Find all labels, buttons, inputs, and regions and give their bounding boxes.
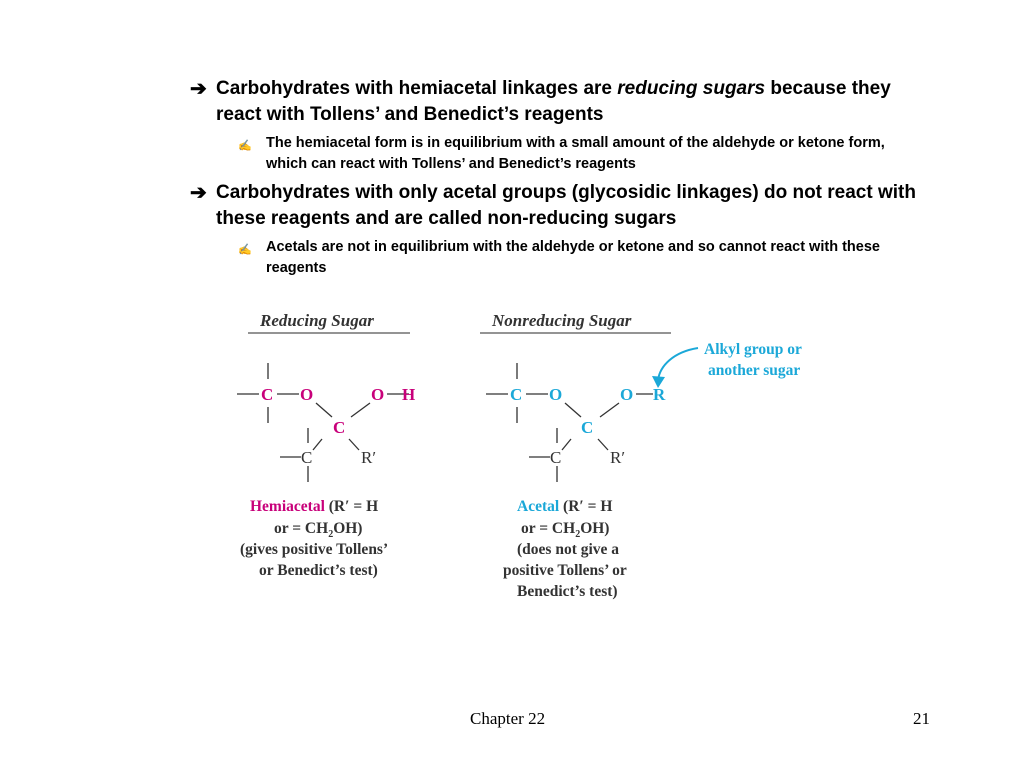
caption-subscript: 2 — [328, 529, 334, 540]
atom-o: O — [300, 385, 314, 404]
atom-c: C — [510, 385, 523, 404]
bullet-main-text — [190, 180, 930, 232]
hemiacetal-label: Hemiacetal — [250, 498, 325, 515]
reducing-bonds — [237, 363, 409, 482]
acetal-caption-line1 — [517, 498, 612, 515]
caption-text: OH) — [333, 520, 363, 537]
caption-text: (R′ = H — [324, 498, 379, 515]
atom-c: C — [261, 385, 274, 404]
annotation-line2: another sugar — [708, 362, 801, 379]
sub-bullet-text: The hemiacetal form is in equilibrium with a small amount of the aldehyde or ketone form, which can react with Tollens’ and Benedict’s reagents — [266, 135, 885, 172]
pen-bullet-icon: ✍ — [238, 244, 252, 256]
atom-o: O — [549, 385, 563, 404]
bullet-main-text — [190, 76, 930, 128]
reducing-sugar-structure — [237, 311, 415, 579]
atom-r-prime: R′ — [610, 448, 626, 467]
annotation-line1: Alkyl group or — [704, 341, 802, 358]
atom-o: O — [371, 385, 385, 404]
arrow-bullet-icon: ➔ — [190, 182, 207, 204]
sub-bullet — [238, 237, 916, 279]
hemiacetal-caption-line1 — [250, 498, 378, 515]
acetal-caption-line3: (does not give a — [517, 541, 620, 558]
nonreducing-sugar-title: Nonreducing Sugar — [492, 311, 632, 330]
caption-text: or = CH — [521, 520, 576, 537]
atom-c: C — [333, 418, 346, 437]
caption-text: or = CH — [274, 520, 329, 537]
atom-o: O — [620, 385, 634, 404]
alkyl-group-annotation — [652, 341, 802, 388]
bullet-text: Carbohydrates with only acetal groups (glycosidic linkages) do not react with these reagents and are called non-reducing sugars — [216, 182, 916, 229]
caption-text: OH) — [580, 520, 610, 537]
bullet-italic-term: reducing sugars — [617, 78, 766, 99]
sugar-structure-diagram — [228, 300, 848, 610]
arrow-bullet-icon: ➔ — [190, 78, 207, 100]
page-number: 21 — [913, 709, 930, 728]
sub-bullet — [238, 133, 916, 175]
acetal-caption-line2 — [521, 520, 609, 540]
sub-bullet-text: Acetals are not in equilibrium with the aldehyde or ketone and so cannot react with these reagents — [266, 239, 880, 276]
acetal-caption-line5: Benedict’s test) — [517, 583, 618, 600]
hemiacetal-caption-line3: (gives positive Tollens’ — [240, 541, 389, 558]
acetal-caption-line4: positive Tollens’ or — [503, 562, 627, 579]
nonreducing-sugar-structure — [480, 311, 671, 600]
atom-r: R — [653, 385, 666, 404]
bullet-non-reducing-sugars — [190, 180, 930, 279]
atom-c: C — [581, 418, 594, 437]
hemiacetal-caption-line4: or Benedict’s test) — [259, 562, 378, 579]
acetal-label: Acetal — [517, 498, 560, 515]
atom-h: H — [402, 385, 416, 404]
hemiacetal-caption-line2 — [274, 520, 362, 540]
atom-r-prime: R′ — [361, 448, 377, 467]
atom-c: C — [550, 448, 562, 467]
footer-chapter: Chapter 22 — [470, 709, 546, 728]
pen-bullet-icon: ✍ — [238, 140, 252, 152]
reducing-sugar-title: Reducing Sugar — [260, 311, 374, 330]
curved-arrow-line — [658, 348, 698, 380]
bullet-reducing-sugars — [190, 76, 930, 175]
nonreducing-bonds — [486, 363, 653, 482]
bullet-text-part: because they react with Tollens’ and Benedict’s reagents — [216, 78, 891, 125]
caption-subscript: 2 — [575, 529, 581, 540]
caption-text: (R′ = H — [559, 498, 613, 515]
atom-c: C — [301, 448, 313, 467]
bullet-text-part: Carbohydrates with hemiacetal linkages are — [216, 78, 618, 99]
